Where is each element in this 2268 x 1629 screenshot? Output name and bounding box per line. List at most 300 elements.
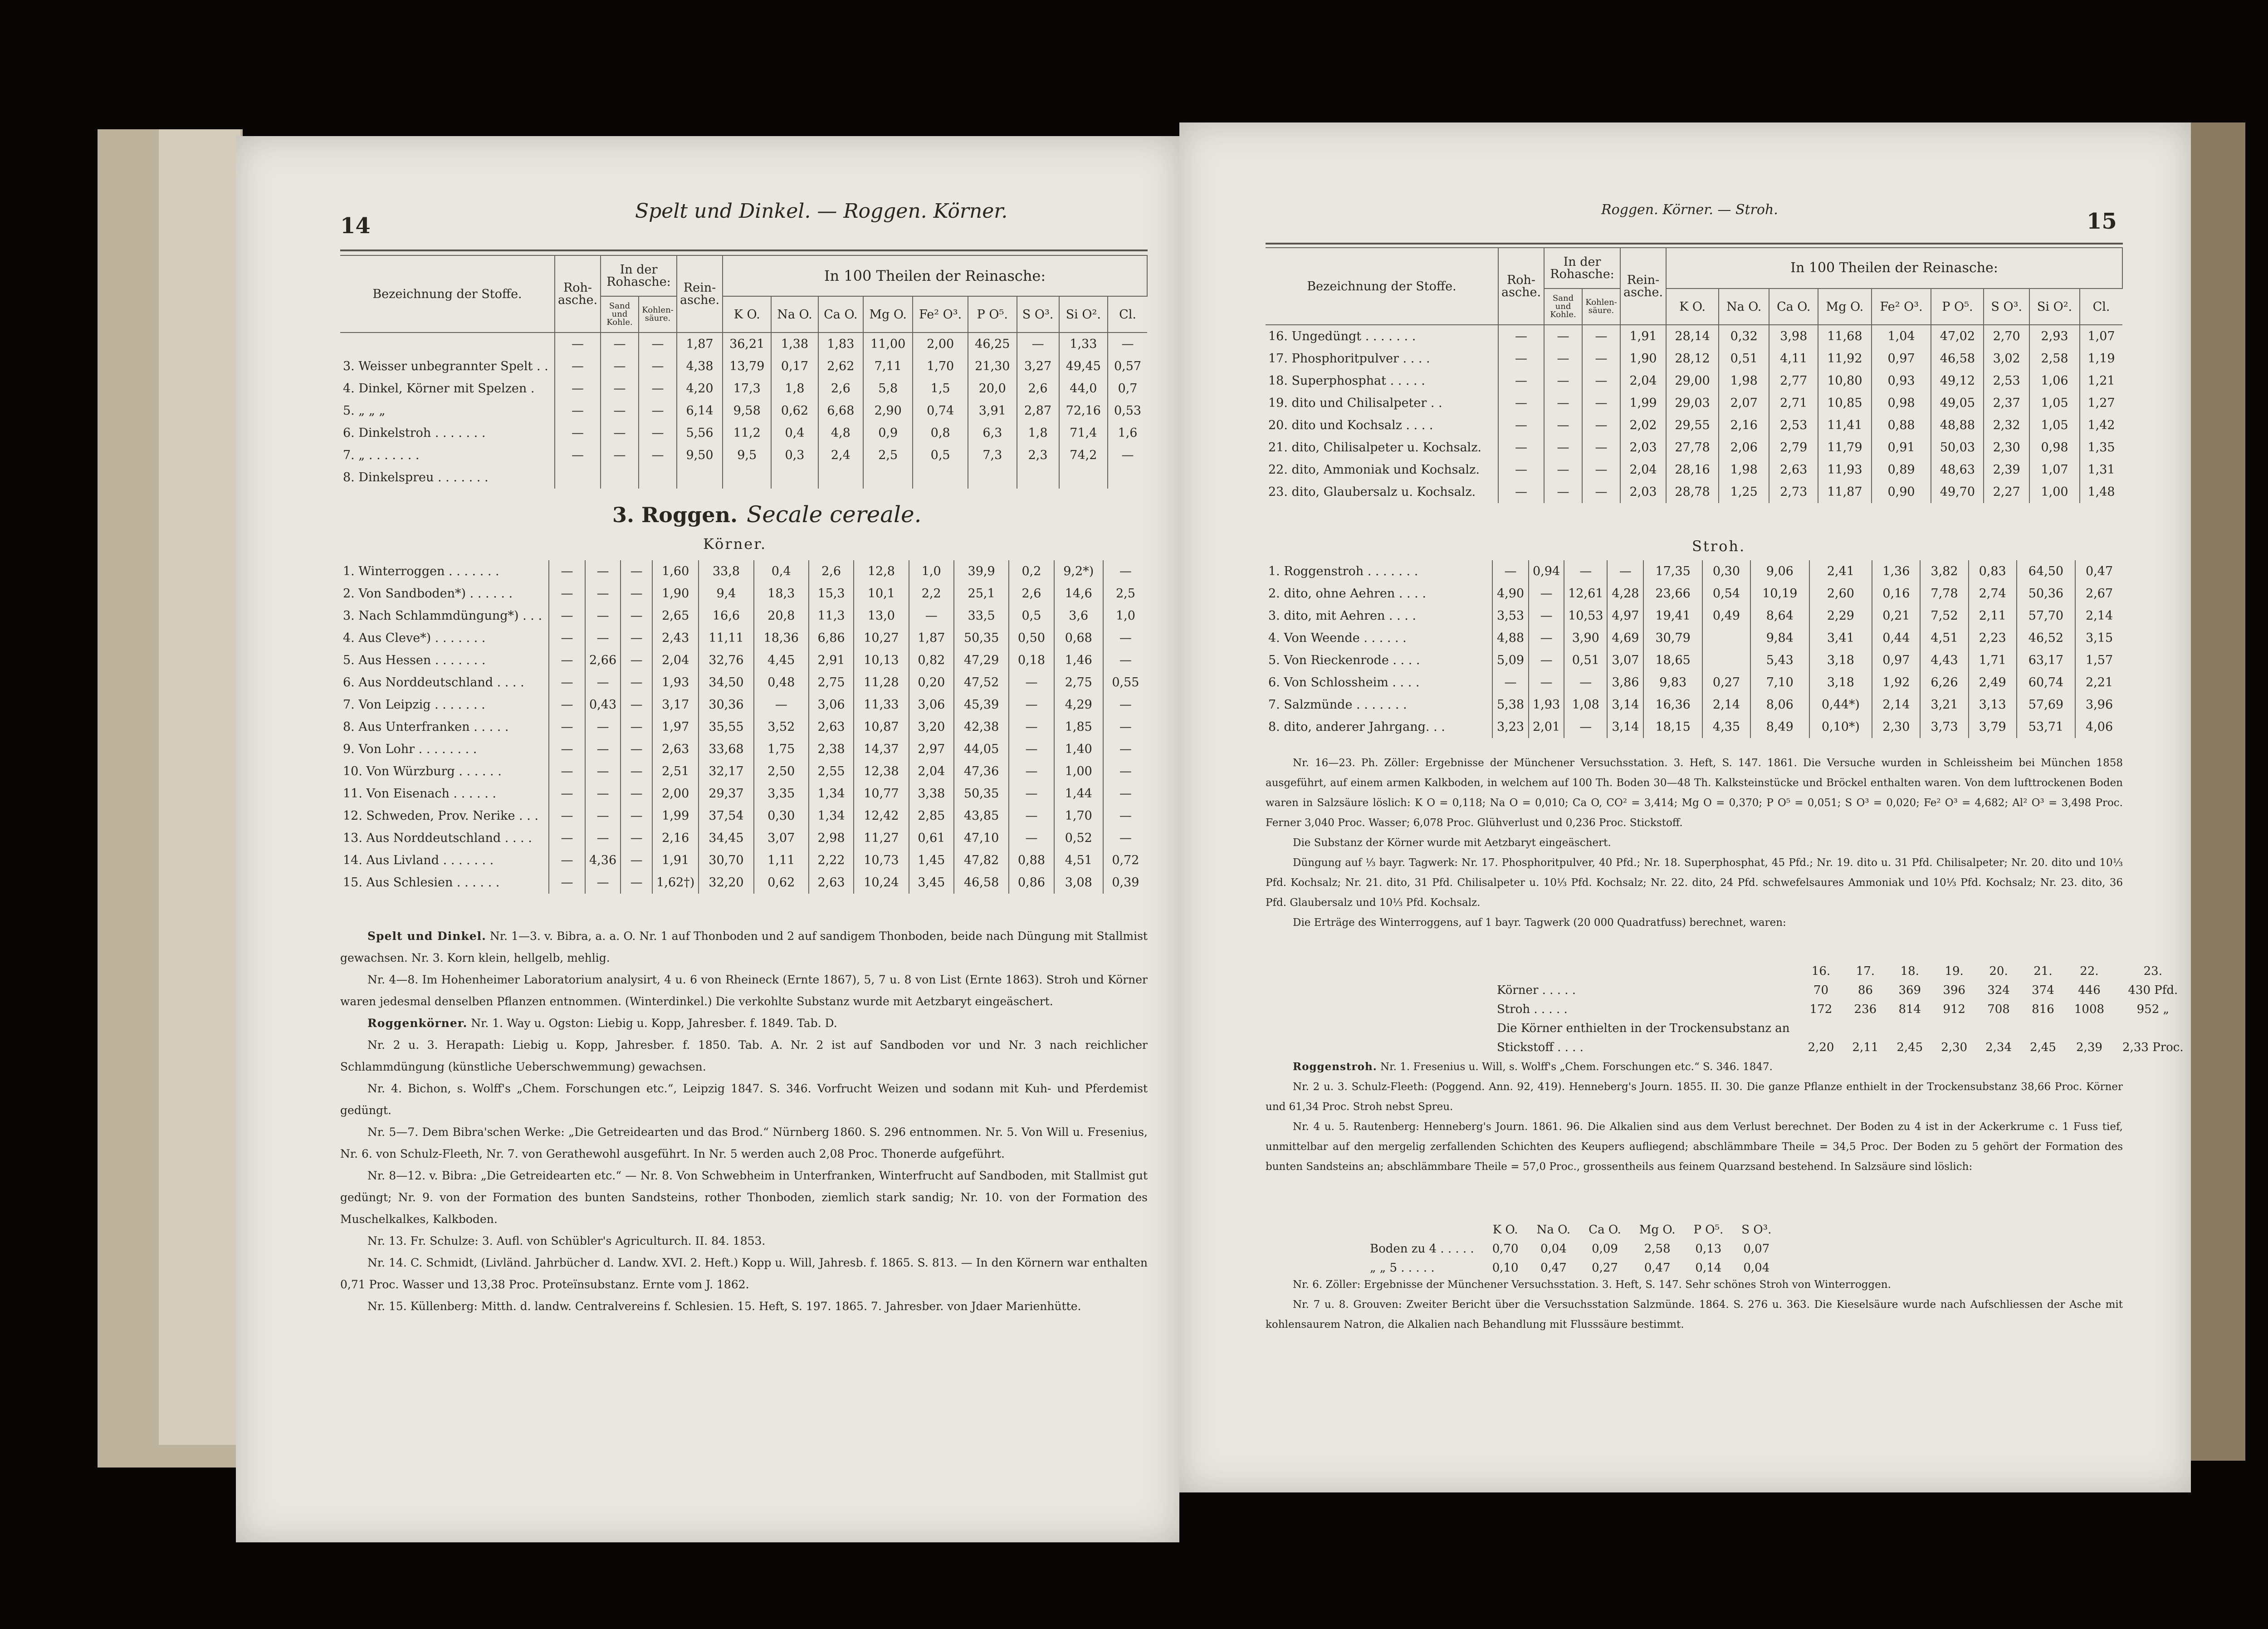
table-cell: 1,00: [2029, 481, 2080, 503]
table-cell: 0,4: [754, 560, 809, 582]
table-cell: 3,21: [1920, 694, 1968, 716]
table-cell: Stickstoff . . . .: [1497, 1041, 1584, 1054]
note-paragraph: [340, 1252, 1148, 1296]
table-cell: —: [621, 805, 652, 827]
table-cell: —: [549, 827, 585, 849]
table-cell: 4,43: [1920, 649, 1968, 671]
table-cell: 10,73: [854, 849, 909, 871]
column-header: Ca O.: [1589, 1223, 1621, 1237]
note-text: Nr. 14. C. Schmidt, (Livländ. Jahrbücher d. Landw. XVI. 2. Heft.) Kopp u. Will, Jahresb. f. 1865. S. 813. — In den Körnern war enthalten 0,71 Proc. Wasser und 13,38 Proc. Proteïnsubstanz. Ernte vom J. 1862.: [340, 1256, 1148, 1291]
table-cell: —: [1009, 760, 1054, 783]
table-row: [340, 377, 1147, 400]
col-head-rohasche-group: In der Rohasche:: [601, 255, 677, 296]
table-row: [1266, 605, 2123, 627]
table-cell: 0,74: [913, 400, 968, 422]
table-cell: —: [1108, 444, 1147, 466]
col-head-fe2o3: Fe² O³.: [913, 296, 968, 333]
table-cell: 2,63: [1769, 459, 1818, 481]
table-cell: 2,38: [809, 738, 854, 760]
table-row: [1266, 671, 2123, 694]
table-cell: 4,88: [1492, 627, 1529, 649]
table-cell: 2,14: [1872, 694, 1920, 716]
row-label: 6. Aus Norddeutschland . . . .: [340, 671, 549, 694]
table-cell: —: [1009, 783, 1054, 805]
table-row: [340, 422, 1147, 444]
table-cell: —: [639, 377, 677, 400]
note-paragraph: [1266, 833, 2123, 853]
table-cell: 814: [1898, 1003, 1921, 1016]
column-header: Na O.: [1536, 1223, 1571, 1237]
col-head-cl-r: Cl.: [2080, 289, 2122, 325]
table-cell: 29,37: [699, 783, 753, 805]
table-cell: 2,04: [909, 760, 954, 783]
table-cell: 2,43: [652, 627, 699, 649]
table-cell: 0,68: [1054, 627, 1103, 649]
table-cell: 1008: [2074, 1003, 2105, 1016]
table-cell: —: [549, 716, 585, 738]
table-row: [1488, 1000, 2193, 1019]
col-head-sio2: Si O².: [1059, 296, 1108, 333]
table-cell: 0,2: [1009, 560, 1054, 582]
table-cell: —: [1103, 649, 1148, 671]
table-cell: 1,31: [2080, 459, 2122, 481]
col-head-reinasche-group-r: In 100 Theilen der Reinasche:: [1666, 248, 2122, 289]
table-cell: —: [1103, 805, 1148, 827]
table-cell: [1108, 466, 1147, 489]
column-header: 23.: [2143, 964, 2162, 978]
table-cell: 0,7: [1108, 377, 1147, 400]
col-head-p2o5: P O⁵.: [968, 296, 1017, 333]
column-header: 16.: [1811, 964, 1831, 978]
table-cell: 28,14: [1666, 325, 1719, 347]
table-cell: 5,8: [863, 377, 913, 400]
table-cell: 0,09: [1592, 1242, 1618, 1256]
table-cell: 2,30: [1941, 1041, 1968, 1054]
table-cell: 1,25: [1719, 481, 1769, 503]
note-text: Düngung auf ⅓ bayr. Tagwerk: Nr. 17. Phosphoritpulver, 40 Pfd.; Nr. 18. Superphosphat, 45 Pfd.; Nr. 19. dito u. 31 Pfd. Chilisalpeter; Nr. 20. dito und 10⅓ Pfd. Kochsalz; Nr. 21. dito, 31 Pfd. Chilisalpeter u. 10⅓ Pfd. Kochsalz; Nr. 22. dito, 24 Pfd. schwefelsaures Ammoniak und 10⅓ Pfd. Kochsalz; Nr. 23. dito, 36 Pfd. Glaubersalz und 10⅓ Pfd. Kochsalz.: [1266, 857, 2123, 909]
table-cell: —: [555, 422, 601, 444]
table-cell: 374: [2032, 983, 2054, 997]
row-label: 8. Dinkelspreu . . . . . . .: [340, 466, 555, 489]
table-cell: 430 Pfd.: [2128, 983, 2178, 997]
col-head-nao: Na O.: [771, 296, 818, 333]
table-row: [1266, 325, 2122, 347]
col-head-kohlen-r: Kohlen-säure.: [1582, 289, 1620, 325]
column-header: 21.: [2033, 964, 2053, 978]
table-cell: Boden zu 4 . . . . .: [1370, 1242, 1474, 1256]
table-cell: 0,83: [1969, 560, 2017, 582]
table-cell: 7,11: [863, 355, 913, 377]
table-cell: 0,04: [1743, 1261, 1770, 1275]
table-cell: 4,11: [1769, 347, 1818, 370]
row-label: 9. Von Lohr . . . . . . . .: [340, 738, 549, 760]
note-paragraph: [340, 969, 1148, 1013]
table-cell: 4,51: [1054, 849, 1103, 871]
table-cell: 0,57: [1108, 355, 1147, 377]
table-cell: 3,96: [2075, 694, 2123, 716]
table-cell: —: [585, 827, 621, 849]
col-head-cao: Ca O.: [818, 296, 864, 333]
table-cell: 0,97: [1872, 649, 1920, 671]
table-cell: 4,45: [754, 649, 809, 671]
table-cell: 1,99: [1620, 392, 1666, 414]
table-cell: [1702, 627, 1750, 649]
table-cell: 2,45: [2029, 1041, 2056, 1054]
table-cell: 1,45: [909, 849, 954, 871]
table-cell: 2,37: [1984, 392, 2029, 414]
table-cell: 13,79: [723, 355, 771, 377]
table-cell: 2,67: [2075, 582, 2123, 605]
table-cell: —: [555, 377, 601, 400]
table-cell: [601, 466, 639, 489]
table-cell: 48,88: [1931, 414, 1984, 436]
note-text: Nr. 4—8. Im Hohenheimer Laboratorium analysirt, 4 u. 6 von Rheineck (Ernte 1867), 5, 7 u. 8 von List (Ernte 1863). Stroh und Körner waren jedesmal denselben Pflanzen entnommen. (Winterdinkel.) Die verkohlte Substanz wurde mit Aetzbaryt eingeäschert.: [340, 973, 1148, 1008]
table-cell: 2,65: [652, 605, 699, 627]
table-cell: —: [1009, 694, 1054, 716]
column-header: Mg O.: [1639, 1223, 1676, 1237]
table-row: [1266, 436, 2122, 459]
row-label: 19. dito und Chilisalpeter . .: [1266, 392, 1498, 414]
note-paragraph: [340, 1034, 1148, 1078]
table-cell: 1,44: [1054, 783, 1103, 805]
note-paragraph: [1266, 1295, 2123, 1335]
note-text: Nr. 2 u. 3. Schulz-Fleeth: (Poggend. Ann. 92, 419). Henneberg's Journ. 1855. II. 30. Die ganze Pflanze enthielt in der Trockensubstanz 38,66 Proc. Körner und 61,34 Proc. Stroh nebst Spreu.: [1266, 1081, 2123, 1113]
table-cell: 9,06: [1750, 560, 1809, 582]
table-cell: —: [555, 333, 601, 355]
table-cell: —: [1498, 436, 1544, 459]
table-cell: 17,3: [723, 377, 771, 400]
table-cell: —: [1582, 414, 1620, 436]
table-cell: —: [621, 827, 652, 849]
table-cell: —: [1103, 694, 1148, 716]
row-label: 8. Aus Unterfranken . . . . .: [340, 716, 549, 738]
table-cell: 0,51: [1564, 649, 1607, 671]
table-cell: 10,77: [854, 783, 909, 805]
table-cell: 9,84: [1750, 627, 1809, 649]
table-cell: 50,36: [2017, 582, 2075, 605]
table-cell: [1017, 466, 1059, 489]
col-head-rein: Rein-asche.: [677, 255, 723, 333]
note-paragraph: [340, 1230, 1148, 1252]
table-cell: 46,58: [1931, 347, 1984, 370]
table-cell: 0,47: [2075, 560, 2123, 582]
table-cell: —: [1009, 738, 1054, 760]
table-row: [1266, 392, 2122, 414]
table-cell: 0,30: [754, 805, 809, 827]
note-paragraph: [1266, 1077, 2123, 1117]
table-cell: 0,8: [913, 422, 968, 444]
row-label: 18. Superphosphat . . . . .: [1266, 370, 1498, 392]
table-cell: —: [549, 783, 585, 805]
stroh-title: Stroh.: [1692, 538, 1746, 555]
table-cell: —: [1498, 392, 1544, 414]
table-cell: 2,04: [652, 649, 699, 671]
table-cell: 12,8: [854, 560, 909, 582]
table-cell: 1,97: [652, 716, 699, 738]
table-cell: 2,55: [809, 760, 854, 783]
note-text: Nr. 13. Fr. Schulze: 3. Aufl. von Schübler's Agriculturch. II. 84. 1853.: [367, 1234, 766, 1247]
table-cell: 2,70: [1984, 325, 2029, 347]
table-cell: —: [1582, 459, 1620, 481]
table-cell: 0,44*): [1809, 694, 1872, 716]
table-cell: 13,0: [854, 605, 909, 627]
note-text: Nr. 6. Zöller: Ergebnisse der Münchener Versuchsstation. 3. Heft, S. 147. Sehr schönes Stroh von Winterroggen.: [1293, 1279, 1891, 1291]
table-cell: —: [1544, 436, 1582, 459]
table-cell: „ „ 5 . . . . .: [1370, 1261, 1435, 1275]
table-cell: 3,20: [909, 716, 954, 738]
table-cell: 1,85: [1054, 716, 1103, 738]
table-cell: —: [1544, 347, 1582, 370]
table-cell: 0,53: [1108, 400, 1147, 422]
col-head-roh-r: Roh-asche.: [1498, 248, 1544, 325]
table-cell: 0,30: [1702, 560, 1750, 582]
table-cell: 3,45: [909, 871, 954, 894]
table-cell: 0,10: [1492, 1261, 1519, 1275]
table-cell: 2,87: [1017, 400, 1059, 422]
table-cell: 7,52: [1920, 605, 1968, 627]
table-cell: —: [621, 738, 652, 760]
table-row: [340, 582, 1148, 605]
table-cell: 2,6: [1009, 582, 1054, 605]
table-cell: —: [1582, 392, 1620, 414]
table-cell: 11,27: [854, 827, 909, 849]
section-title-text: 3. Roggen.: [612, 503, 738, 527]
table-cell: 0,44: [1872, 627, 1920, 649]
table-cell: 10,19: [1750, 582, 1809, 605]
note-paragraph: [340, 925, 1148, 969]
table-cell: —: [601, 377, 639, 400]
table-cell: —: [585, 760, 621, 783]
table-cell: 32,17: [699, 760, 753, 783]
table-cell: 11,68: [1818, 325, 1872, 347]
table-cell: 4,8: [818, 422, 864, 444]
table-cell: —: [754, 694, 809, 716]
table-cell: 0,51: [1719, 347, 1769, 370]
table-cell: 0,88: [1009, 849, 1054, 871]
row-label: 1. Winterroggen . . . . . . .: [340, 560, 549, 582]
table-cell: 18,65: [1643, 649, 1702, 671]
table-cell: 0,70: [1492, 1242, 1519, 1256]
table-cell: 2,71: [1769, 392, 1818, 414]
table-cell: Die Körner enthielten in der Trockensubstanz an: [1497, 1022, 1790, 1035]
table-cell: 0,17: [771, 355, 818, 377]
table-cell: 50,35: [954, 783, 1009, 805]
table-cell: 4,97: [1607, 605, 1643, 627]
table-row: [1488, 1019, 2193, 1038]
table-row: [1266, 716, 2123, 738]
table-cell: 18,15: [1643, 716, 1702, 738]
table-cell: 1,33: [1059, 333, 1108, 355]
table-cell: 25,1: [954, 582, 1009, 605]
table-cell: 7,3: [968, 444, 1017, 466]
col-head-cl: Cl.: [1108, 296, 1147, 333]
table-cell: 71,4: [1059, 422, 1108, 444]
table-cell: —: [1009, 671, 1054, 694]
table-cell: —: [1564, 560, 1607, 582]
table-cell: 10,87: [854, 716, 909, 738]
col-head-rohasche-group-r: In der Rohasche:: [1544, 248, 1620, 289]
table-cell: —: [1607, 560, 1643, 582]
table-cell: Stroh . . . . .: [1497, 1003, 1568, 1016]
table-cell: 35,55: [699, 716, 753, 738]
table-cell: 60,74: [2017, 671, 2075, 694]
row-label: 22. dito, Ammoniak und Kochsalz.: [1266, 459, 1498, 481]
table-cell: 2,07: [1719, 392, 1769, 414]
table-cell: —: [1103, 827, 1148, 849]
table-cell: —: [585, 582, 621, 605]
table-cell: 11,33: [854, 694, 909, 716]
table-cell: —: [585, 783, 621, 805]
table-cell: 0,62: [771, 400, 818, 422]
note-text: Nr. 4 u. 5. Rautenberg: Henneberg's Journ. 1861. 96. Die Alkalien sind aus dem Verlust berechnet. Der Boden zu 4 ist in der Ackerkrume c. 1 Fuss tief, unmittelbar auf den mergelig zerfallenden Schichten des Keupers aufliegend; abschlämmbare Theile = 34,5 Proc. Der Boden zu 5 gehört der Formation des bunten Sandsteins an; abschlämmbare Theile = 57,0 Proc., grossentheils aus feinem Quarzsand bestehend. In Salzsäure sind löslich:: [1266, 1121, 2123, 1173]
table-cell: —: [1498, 325, 1544, 347]
table-cell: —: [621, 671, 652, 694]
row-label: 4. Von Weende . . . . . .: [1266, 627, 1492, 649]
page-number-right: 15: [2087, 209, 2117, 234]
table-cell: 2,14: [2075, 605, 2123, 627]
table-cell: 3,07: [754, 827, 809, 849]
table-cell: 3,17: [652, 694, 699, 716]
table-row: [1266, 370, 2122, 392]
table-cell: 4,51: [1920, 627, 1968, 649]
table-cell: —: [1017, 333, 1059, 355]
table-cell: 19,41: [1643, 605, 1702, 627]
table-cell: —: [621, 627, 652, 649]
table-cell: —: [601, 444, 639, 466]
table-cell: 1,05: [2029, 414, 2080, 436]
table-cell: 816: [2032, 1003, 2054, 1016]
table-cell: 2,62: [818, 355, 864, 377]
table-cell: —: [1498, 414, 1544, 436]
table-cell: 0,94: [1529, 560, 1564, 582]
running-header-right: Roggen. Körner. — Stroh.: [1601, 202, 1778, 218]
table-cell: [771, 466, 818, 489]
note-text: Nr. 7 u. 8. Grouven: Zweiter Bericht über die Versuchsstation Salzmünde. 1864. S. 276 u. 363. Die Kieselsäure wurde nach Aufschliessen der Asche mit kohlensaurem Natron, die Alkalien nach Behandlung mit Flusssäure bestimmt.: [1266, 1299, 2123, 1331]
table-cell: 0,18: [1009, 649, 1054, 671]
yield-table: [1488, 962, 2193, 1057]
table-cell: 29,55: [1666, 414, 1719, 436]
table-cell: 6,14: [677, 400, 723, 422]
table-cell: 42,38: [954, 716, 1009, 738]
table-cell: —: [585, 671, 621, 694]
table-cell: 2,79: [1769, 436, 1818, 459]
row-label: 4. Dinkel, Körner mit Spelzen .: [340, 377, 555, 400]
table-cell: 0,47: [1644, 1261, 1671, 1275]
col-head-mgo-r: Mg O.: [1818, 289, 1872, 325]
table-cell: 29,00: [1666, 370, 1719, 392]
table-cell: 2,58: [1644, 1242, 1671, 1256]
table-cell: 0,49: [1702, 605, 1750, 627]
table-cell: 396: [1943, 983, 1965, 997]
table-cell: —: [1492, 560, 1529, 582]
table-cell: 15,3: [809, 582, 854, 605]
table-cell: 1,98: [1719, 370, 1769, 392]
table-cell: 3,15: [2075, 627, 2123, 649]
table-cell: 1,8: [1017, 422, 1059, 444]
table-cell: 3,35: [754, 783, 809, 805]
table-cell: 0,91: [1872, 436, 1931, 459]
table-cell: 8,49: [1750, 716, 1809, 738]
table-cell: 0,14: [1695, 1261, 1722, 1275]
table-cell: 2,03: [1620, 481, 1666, 503]
table-cell: 11,11: [699, 627, 753, 649]
table-cell: —: [621, 560, 652, 582]
table-cell: 2,51: [652, 760, 699, 783]
table-cell: —: [1544, 481, 1582, 503]
table-cell: 2,75: [1054, 671, 1103, 694]
table-cell: 1,38: [771, 333, 818, 355]
table-cell: 172: [1809, 1003, 1833, 1016]
note-text: Die Erträge des Winterroggens, auf 1 bayr. Tagwerk (20 000 Quadratfuss) berechnet, waren:: [1293, 917, 1786, 929]
table-cell: 1,93: [1529, 694, 1564, 716]
col-head-roh: Roh-asche.: [555, 255, 601, 333]
table-cell: 2,01: [1529, 716, 1564, 738]
table-cell: 18,36: [754, 627, 809, 649]
section-latin-name: Secale cereale.: [747, 501, 922, 528]
note-heading: Spelt und Dinkel.: [367, 929, 486, 943]
table-cell: —: [549, 605, 585, 627]
table-cell: 10,27: [854, 627, 909, 649]
table-cell: 5,38: [1492, 694, 1529, 716]
table-cell: —: [621, 849, 652, 871]
table-cell: —: [1544, 414, 1582, 436]
table-cell: 34,50: [699, 671, 753, 694]
table-cell: 0,98: [1872, 392, 1931, 414]
column-header: [1361, 1220, 1483, 1239]
table-cell: 46,52: [2017, 627, 2075, 649]
table-cell: 32,76: [699, 649, 753, 671]
table-cell: 7,10: [1750, 671, 1809, 694]
col-head-rein-r: Rein-asche.: [1620, 248, 1666, 325]
table-row: [340, 805, 1148, 827]
table-cell: 11,28: [854, 671, 909, 694]
table-cell: 3,86: [1607, 671, 1643, 694]
table-cell: 30,70: [699, 849, 753, 871]
table-cell: 45,39: [954, 694, 1009, 716]
table-cell: 10,13: [854, 649, 909, 671]
table-cell: 72,16: [1059, 400, 1108, 422]
row-label: 2. Von Sandboden*) . . . . . .: [340, 582, 549, 605]
table-cell: 4,20: [677, 377, 723, 400]
column-header: 17.: [1856, 964, 1875, 978]
row-label: 1. Roggenstroh . . . . . . .: [1266, 560, 1492, 582]
table-cell: 6,3: [968, 422, 1017, 444]
table-cell: 2,45: [1897, 1041, 1923, 1054]
table-cell: 9,5: [723, 444, 771, 466]
table-cell: 0,27: [1592, 1261, 1618, 1275]
table-cell: —: [585, 560, 621, 582]
table-cell: [723, 466, 771, 489]
table-cell: 446: [2078, 983, 2101, 997]
table-cell: —: [1544, 325, 1582, 347]
table-cell: —: [1544, 370, 1582, 392]
table-cell: —: [549, 760, 585, 783]
table-cell: 1,70: [1054, 805, 1103, 827]
note-paragraph: [1266, 853, 2123, 913]
table-cell: 912: [1943, 1003, 1965, 1016]
row-label: 7. „ . . . . . . .: [340, 444, 555, 466]
note-heading: Roggenkörner.: [367, 1017, 468, 1030]
table-cell: 14,37: [854, 738, 909, 760]
table-cell: —: [621, 649, 652, 671]
table-cell: 49,70: [1931, 481, 1984, 503]
row-label: 6. Dinkelstroh . . . . . . .: [340, 422, 555, 444]
col-head-ko-r: K O.: [1666, 289, 1719, 325]
table-cell: 0,82: [909, 649, 954, 671]
table-cell: 1,07: [2029, 459, 2080, 481]
row-label: 3. Weisser unbegrannter Spelt . .: [340, 355, 555, 377]
table-cell: 1,36: [1872, 560, 1920, 582]
